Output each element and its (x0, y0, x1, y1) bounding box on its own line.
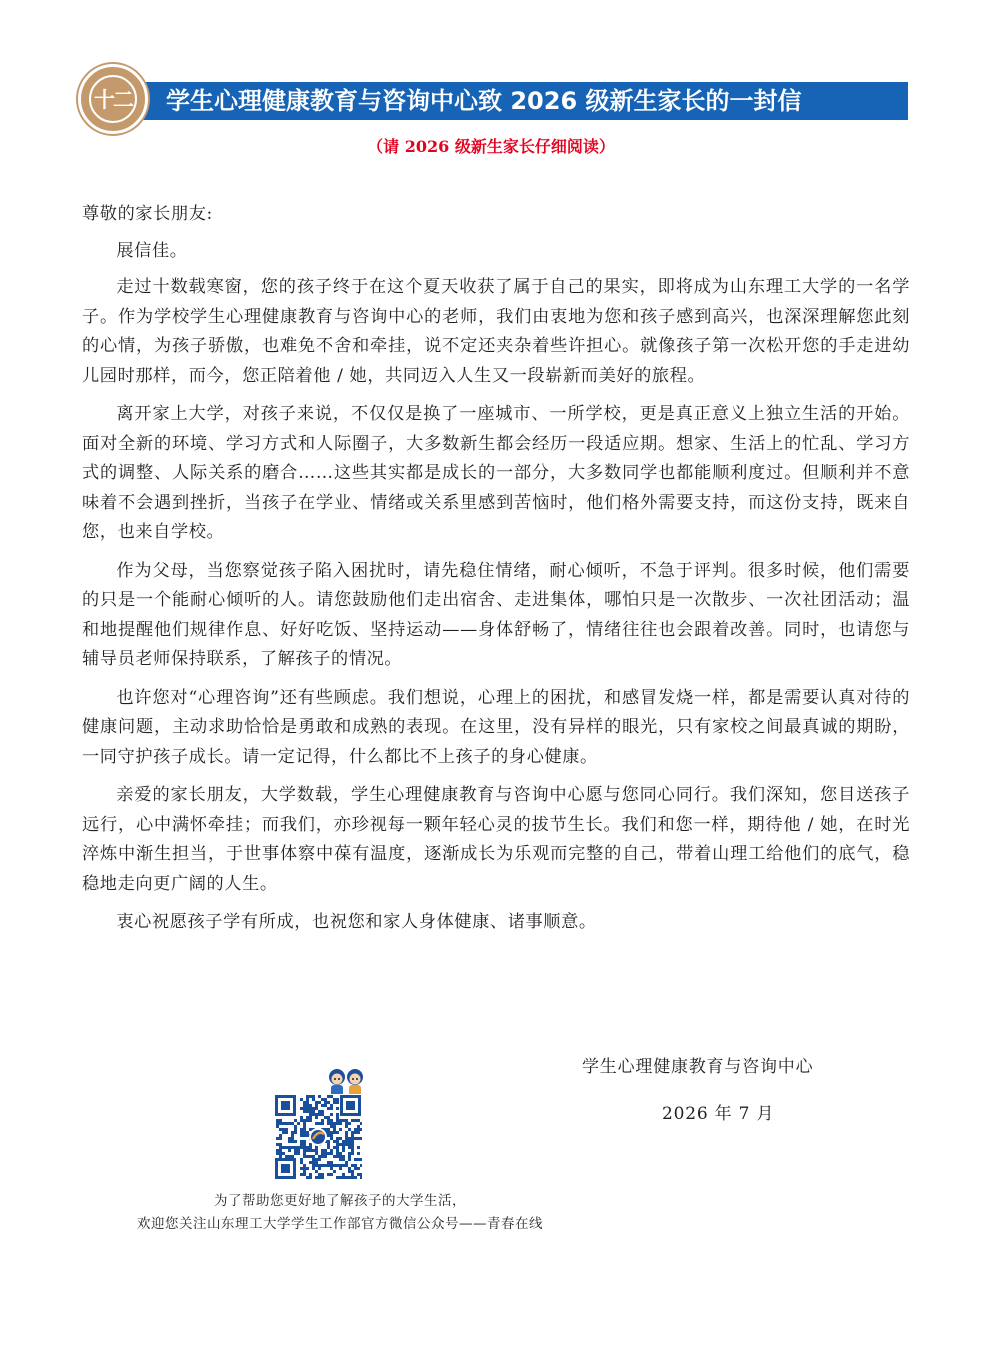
section-number: 十二 (89, 75, 137, 123)
wechat-qr-block (274, 1068, 366, 1180)
letter-paragraph: 衷心祝愿孩子学有所成，也祝您和家人身体健康、诸事顺意。 (116, 912, 597, 932)
letter-signature-block (582, 1052, 862, 1124)
letter-paragraph: 走过十数载寒窗，您的孩子终于在这个夏天收获了属于自己的果实，即将成为山东理工大学的一名学子。作为学校学生心理健康教育与咨询中心的老师，我们由衷地为您和孩子感到高兴，也深深理解您此刻的心情，为孩子骄傲，也难免不舍和牵挂，说不定还夹杂着些许担心。就像孩子第一次松开您的手走进幼儿园时那样，而今，您正陪着他 / 她，共同迈入人生又一段崭新而美好的旅程。 (82, 277, 910, 386)
qr-caption (60, 1190, 620, 1236)
letter-greeting: 展信佳。 (116, 240, 188, 261)
qr-caption-line: 欢迎您关注山东理工大学学生工作部官方微信公众号——青春在线 (137, 1216, 543, 1232)
page-title: 学生心理健康教育与咨询中心致 2026 级新生家长的一封信 (166, 87, 802, 115)
section-header (78, 64, 908, 134)
letter-body (82, 200, 910, 947)
signature-organization: 学生心理健康教育与咨询中心 (582, 1057, 814, 1077)
letter-salutation: 尊敬的家长朋友: (82, 204, 213, 224)
page-subtitle: （请 2026 级新生家长仔细阅读） (367, 137, 615, 156)
qr-caption-line: 为了帮助您更好地了解孩子的大学生活， (214, 1193, 466, 1209)
section-number-badge (78, 64, 148, 134)
letter-paragraph: 离开家上大学，对孩子来说，不仅仅是换了一座城市、一所学校，更是真正意义上独立生活的开始。面对全新的环境、学习方式和人际圈子，大多数新生都会经历一段适应期。想家、生活上的忙乱、学习方式的调整、人际关系的磨合……这些其实都是成长的一部分，大多数同学也都能顺利度过。但顺利并不意味着不会遇到挫折，当孩子在学业、情绪或关系里感到苦恼时，他们格外需要支持，而这份支持，既来自您，也来自学校。 (82, 404, 910, 542)
letter-paragraph: 也许您对“心理咨询”还有些顾虑。我们想说，心理上的困扰，和感冒发烧一样，都是需要认真对待的健康问题，主动求助恰恰是勇敢和成熟的表现。在这里，没有异样的眼光，只有家校之间最真诚的期盼，一同守护孩子成长。请一定记得，什么都比不上孩子的身心健康。 (82, 687, 910, 767)
signature-date: 2026 年 7 月 (662, 1104, 775, 1124)
letter-paragraph: 亲爱的家长朋友，大学数载，学生心理健康教育与咨询中心愿与您同心同行。我们深知，您目送孩子远行，心中满怀牵挂；而我们，亦珍视每一颗年轻心灵的拔节生长。我们和您一样，期待他 / 她，在时光淬炼中渐生担当，于世事体察中葆有温度，逐渐成长为乐观而完整的自己，带着山理工给他们的底气，稳稳地走向更广阔的人生。 (82, 785, 910, 894)
qr-code-icon[interactable] (274, 1094, 362, 1180)
letter-paragraph: 作为父母，当您察觉孩子陷入困扰时，请先稳住情绪，耐心倾听，不急于评判。很多时候，他们需要的只是一个能耐心倾听的人。请您鼓励他们走出宿舍、走进集体，哪怕只是一次散步、一次社团活动；温和地提醒他们规律作息、好好吃饭、坚持运动——身体舒畅了，情绪往往也会跟着改善。同时，也请您与辅导员老师保持联系，了解孩子的情况。 (82, 560, 910, 669)
